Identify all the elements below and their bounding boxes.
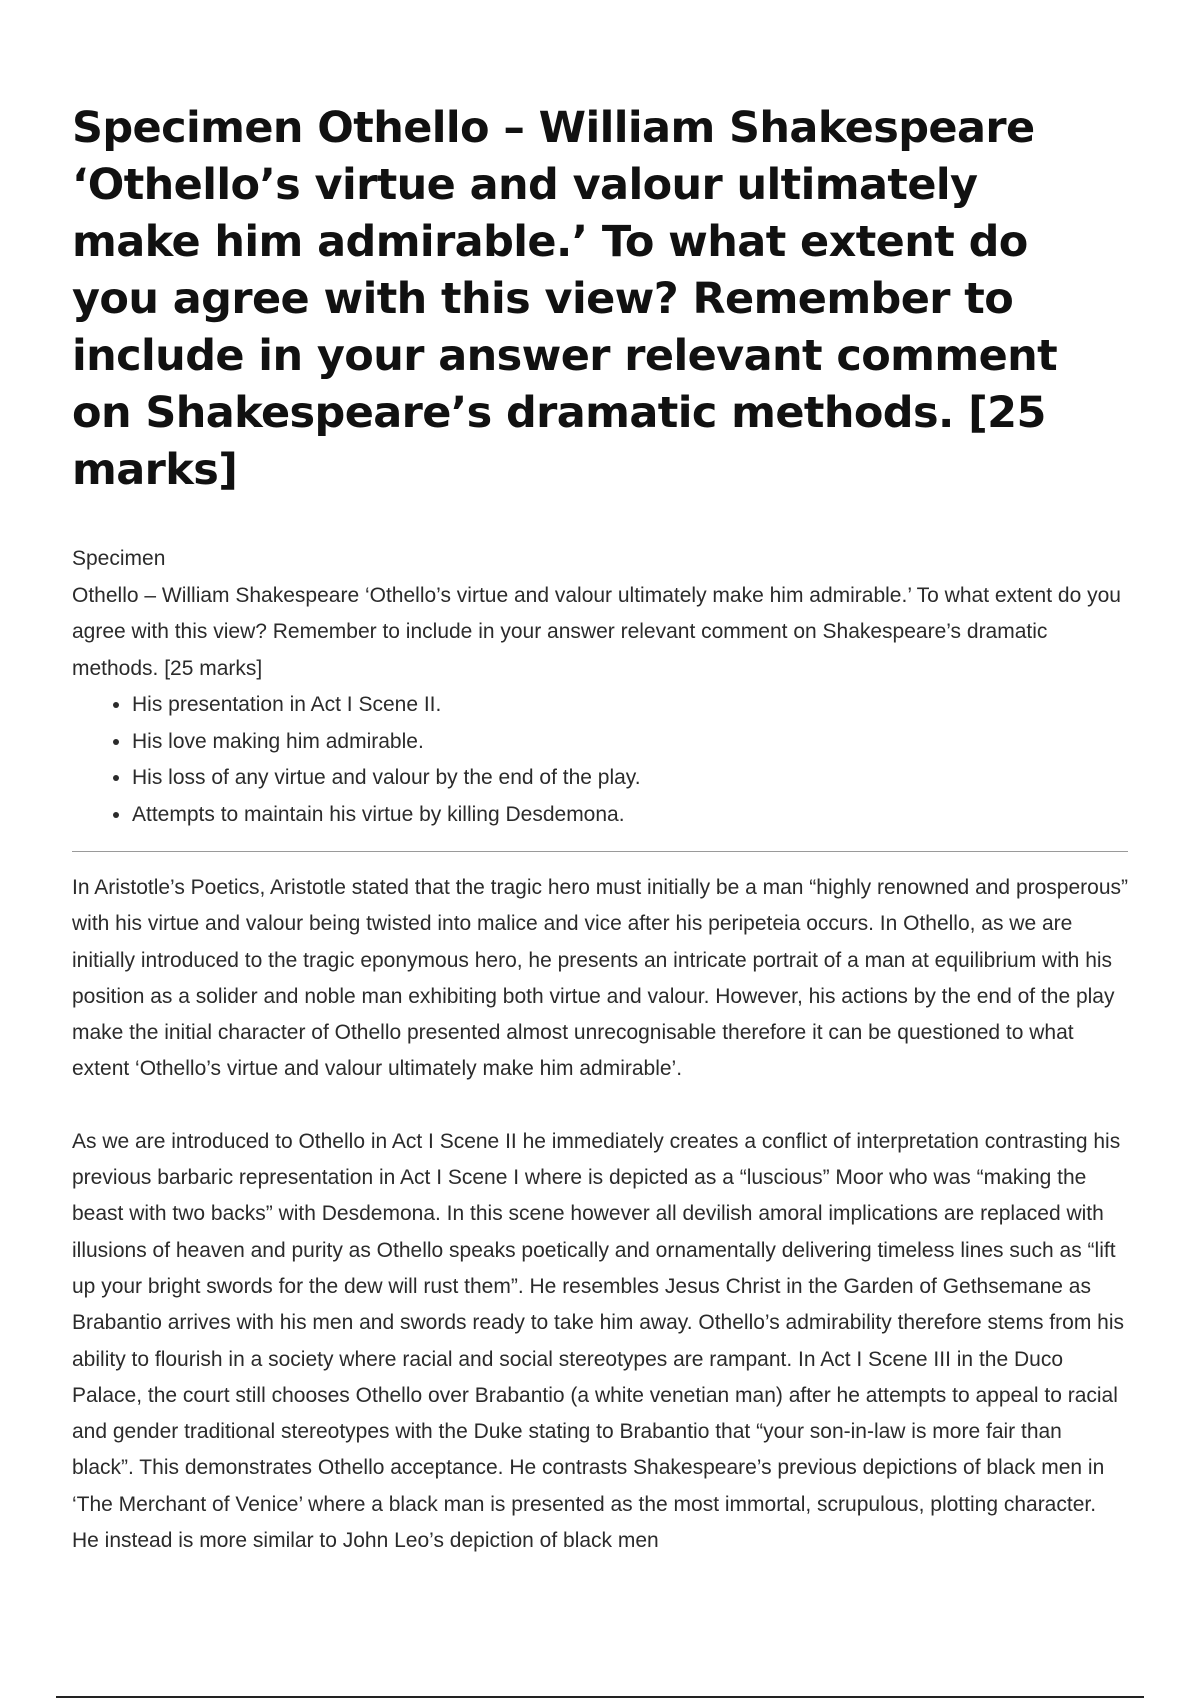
question-block bbox=[72, 541, 1128, 687]
essay-body bbox=[72, 870, 1128, 1559]
question-text: Othello – William Shakespeare ‘Othello’s virtue and valour ultimately make him admirable.’ To what extent do you agree with this view? Remember to include in your answer relevant comment on Shakespeare’s dramatic methods. [25 marks] bbox=[72, 583, 1121, 680]
plan-bullet-list bbox=[72, 687, 1128, 833]
document-page bbox=[72, 100, 1128, 1595]
page-bottom-rule bbox=[56, 1696, 1144, 1698]
essay-paragraph-intro: In Aristotle’s Poetics, Aristotle stated that the tragic hero must initially be a man “highly renowned and prosperous” with his virtue and valour being twisted into malice and vice after his peripeteia occurs. In Othello, as we are initially introduced to the tragic eponymous hero, he presents an intricate portrait of a man at equilibrium with his position as a solider and noble man exhibiting both virtue and valour. However, his actions by the end of the play make the initial character of Othello presented almost unrecognisable therefore it can be questioned to what extent ‘Othello’s virtue and valour ultimately make him admirable’. bbox=[72, 876, 1128, 1081]
list-item: • His loss of any virtue and valour by the end of the play. bbox=[132, 760, 1128, 797]
essay-paragraph-act1-scene2: As we are introduced to Othello in Act I Scene II he immediately creates a conflict of interpretation contrasting his previous barbaric representation in Act I Scene I where is depicted as a “luscious” Moor who was “making the beast with two backs” with Desdemona. In this scene however all devilish amoral implications are replaced with illusions of heaven and purity as Othello speaks poetically and ornamentally delivering timeless lines such as “lift up your bright swords for the dew will rust them”. He resembles Jesus Christ in the Garden of Gethsemane as Brabantio arrives with his men and swords ready to take him away. Othello’s admirability therefore stems from his ability to flourish in a society where racial and social stereotypes are rampant. In Act I Scene III in the Duco Palace, the court still chooses Othello over Brabantio (a white venetian man) after he attempts to appeal to racial and gender traditional stereotypes with the Duke stating to Brabantio that “your son-in-law is more fair than black”. This demonstrates Othello acceptance. He contrasts Shakespeare’s previous depictions of black men in ‘The Merchant of Venice’ where a black man is presented as the most immortal, scrupulous, plotting character. He instead is more similar to John Leo’s depiction of black men bbox=[72, 1129, 1124, 1553]
list-item: • His love making him admirable. bbox=[132, 724, 1128, 761]
document-title: Specimen Othello – William Shakespeare ‘Othello’s virtue and valour ultimately make him admirable.’ To what extent do you agree with this view? Remember to include in your answer relevant comment on Shakespeare’s dramatic methods. [25 marks] bbox=[72, 103, 1058, 495]
list-item: • Attempts to maintain his virtue by killing Desdemona. bbox=[132, 797, 1128, 834]
list-item: • His presentation in Act I Scene II. bbox=[132, 687, 1128, 724]
specimen-label: Specimen bbox=[72, 547, 166, 570]
section-divider bbox=[72, 851, 1128, 852]
